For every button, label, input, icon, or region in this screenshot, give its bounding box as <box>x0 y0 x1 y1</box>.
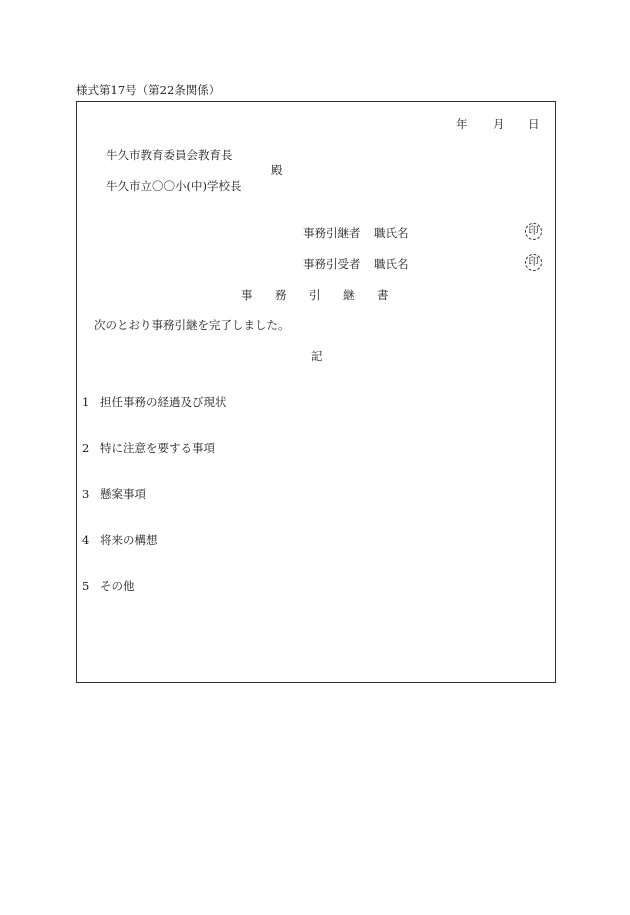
transferor-seal: 印 <box>525 223 542 240</box>
item-text: 特に注意を要する事項 <box>100 441 215 455</box>
form-number: 様式第17号（第22条関係） <box>76 83 221 97</box>
ki-heading: 記 <box>311 349 323 363</box>
transferor-name-field: 職氏名 <box>374 226 409 240</box>
addressee-line2: 牛久市立〇〇小(中)学校長 <box>106 179 242 193</box>
date-day: 日 <box>528 117 540 131</box>
item-number: 1 <box>82 395 90 409</box>
title-char: 引 <box>309 288 321 302</box>
title-char: 書 <box>377 288 389 302</box>
title-char: 務 <box>275 288 287 302</box>
transferee-role: 事務引受者 <box>303 257 361 271</box>
item-text: 懸案事項 <box>100 487 146 501</box>
transferee-name-field: 職氏名 <box>374 257 409 271</box>
addressee-line1: 牛久市教育委員会教育長 <box>106 148 233 162</box>
transferor-role: 事務引継者 <box>303 226 361 240</box>
item-number: 5 <box>82 579 90 593</box>
item-number: 4 <box>82 533 90 547</box>
item-number: 2 <box>82 441 90 455</box>
title-char: 事 <box>241 288 253 302</box>
item-text: 担任事務の経過及び現状 <box>100 395 227 409</box>
intro-text: 次のとおり事務引継を完了しました。 <box>94 318 290 332</box>
item-number: 3 <box>82 487 90 501</box>
addressee-honorific: 殿 <box>271 163 283 177</box>
date-year: 年 <box>456 117 468 131</box>
title-char: 継 <box>343 288 355 302</box>
transferee-seal: 印 <box>525 254 542 271</box>
item-text: その他 <box>100 579 135 593</box>
date-month: 月 <box>493 117 505 131</box>
item-text: 将来の構想 <box>100 533 158 547</box>
